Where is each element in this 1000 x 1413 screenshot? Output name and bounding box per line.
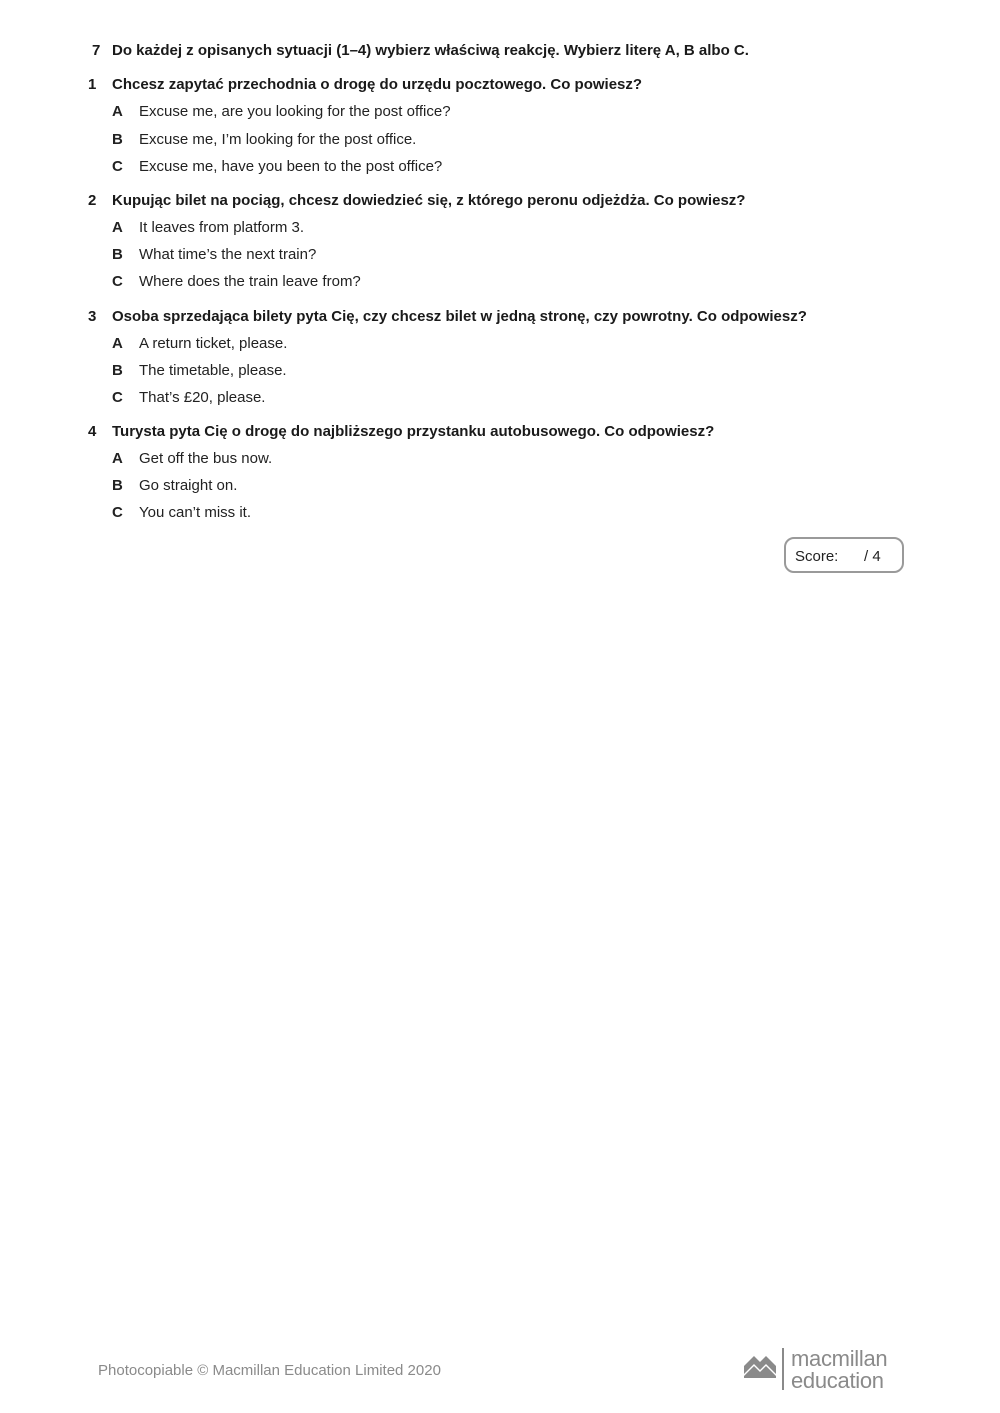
logo-text-macmillan: macmillan (791, 1346, 888, 1371)
option-4c (112, 504, 251, 521)
option-text: That’s £20, please. (139, 389, 266, 406)
question-text: Kupując bilet na pociąg, chcesz dowiedzieć się, z którego peronu odjeżdża. Co powiesz? (112, 192, 746, 209)
option-1b (112, 131, 416, 148)
option-1c (112, 158, 442, 175)
option-letter: B (112, 477, 123, 494)
question-text: Osoba sprzedająca bilety pyta Cię, czy chcesz bilet w jedną stronę, czy powrotny. Co odpowiesz? (112, 308, 807, 325)
question-number: 2 (88, 192, 97, 209)
option-letter: A (112, 335, 123, 352)
score-box[interactable] (784, 537, 904, 573)
macmillan-logo-icon (744, 1352, 776, 1378)
question-3 (88, 308, 807, 325)
option-text: Where does the train leave from? (139, 273, 361, 290)
option-letter: B (112, 362, 123, 379)
logo-divider (782, 1348, 784, 1390)
option-text: It leaves from platform 3. (139, 219, 305, 236)
option-2a (112, 219, 304, 236)
question-2 (88, 192, 745, 209)
task-number: 7 (92, 42, 101, 59)
option-letter: C (112, 158, 123, 175)
option-letter: C (112, 273, 123, 290)
question-4 (88, 423, 714, 440)
option-2c (112, 273, 361, 290)
option-text: Excuse me, have you been to the post office? (139, 158, 443, 175)
task-instruction (92, 42, 749, 59)
option-text: Get off the bus now. (139, 450, 273, 467)
question-text: Chcesz zapytać przechodnia o drogę do urzędu pocztowego. Co powiesz? (112, 76, 643, 93)
option-letter: A (112, 219, 123, 236)
score-label: Score: (795, 548, 839, 565)
option-letter: A (112, 450, 123, 467)
option-4a (112, 450, 272, 467)
question-text: Turysta pyta Cię o drogę do najbliższego przystanku autobusowego. Co odpowiesz? (112, 423, 715, 440)
copyright-notice: Photocopiable © Macmillan Education Limited 2020 (98, 1362, 441, 1379)
score-total: / 4 (864, 548, 881, 565)
option-2b (112, 246, 316, 263)
option-letter: B (112, 246, 123, 263)
option-text: Excuse me, I’m looking for the post office. (139, 131, 417, 148)
option-letter: B (112, 131, 123, 148)
option-3a (112, 335, 287, 352)
option-letter: C (112, 504, 123, 521)
option-text: Excuse me, are you looking for the post office? (139, 103, 451, 120)
question-number: 1 (88, 76, 97, 93)
option-letter: C (112, 389, 123, 406)
option-text: What time’s the next train? (139, 246, 317, 263)
option-1a (112, 103, 451, 120)
task-instruction-text: Do każdej z opisanych sytuacji (1–4) wybierz właściwą reakcję. Wybierz literę A, B albo C. (112, 42, 749, 59)
macmillan-education-logo (744, 1346, 904, 1392)
question-1 (88, 76, 642, 93)
option-text: The timetable, please. (139, 362, 287, 379)
option-text: Go straight on. (139, 477, 238, 494)
option-4b (112, 477, 237, 494)
logo-text-education: education (791, 1368, 884, 1393)
option-letter: A (112, 103, 123, 120)
option-3b (112, 362, 287, 379)
option-text: You can’t miss it. (139, 504, 251, 521)
question-number: 3 (88, 308, 97, 325)
option-3c (112, 389, 265, 406)
option-text: A return ticket, please. (139, 335, 288, 352)
question-number: 4 (88, 423, 97, 440)
